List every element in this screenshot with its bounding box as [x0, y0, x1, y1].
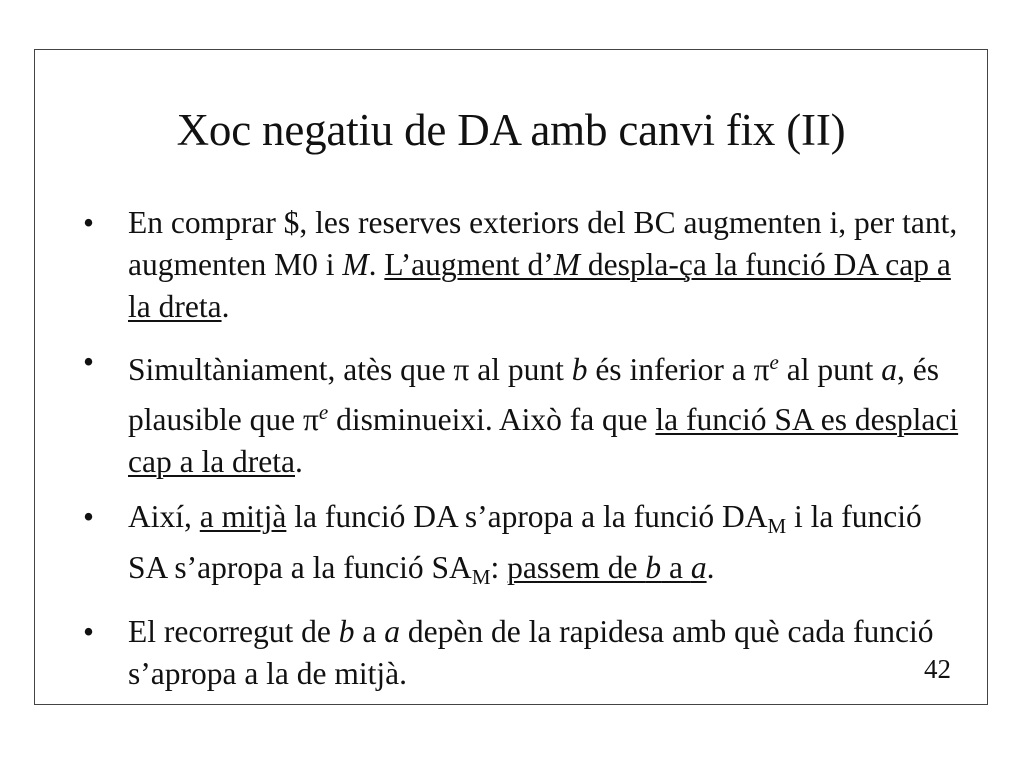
subscript: M — [471, 565, 491, 589]
subscript: M — [767, 514, 787, 538]
text-run-italic: b — [571, 352, 588, 387]
text-run: . — [295, 444, 303, 479]
text-run: depèn de la rapidesa amb què cada funció s’apropa a la de mitjà. — [128, 614, 934, 691]
text-run-italic: a — [690, 550, 707, 585]
text-run: és inferior a π — [587, 352, 770, 387]
slide — [34, 49, 988, 705]
text-run: Així, — [128, 499, 200, 534]
bullet-marker: • — [83, 614, 95, 649]
text-run: passem de — [507, 550, 646, 585]
text-run: la funció DA s’apropa a la funció DA — [286, 499, 768, 534]
text-run: : — [490, 550, 508, 585]
text-run: Simultàniament, atès que π al punt — [128, 352, 572, 387]
slide-title: Xoc negatiu de DA amb canvi fix (II) — [176, 105, 846, 155]
underlined-text: a mitjà — [199, 499, 287, 534]
underlined-text: la funció SA es desplaci cap a la dreta — [128, 402, 959, 479]
text-run-italic: a — [881, 352, 897, 387]
text-run: disminueixi. Això fa que — [328, 402, 656, 437]
bullet-item-3 — [83, 496, 963, 598]
bullet-list — [83, 202, 963, 708]
text-run: L’augment d’ — [384, 247, 554, 282]
text-run-italic: b — [338, 614, 355, 649]
text-run-italic: a — [384, 614, 400, 649]
text-run: i la funció SA s’apropa a la funció SA — [128, 499, 922, 585]
text-run: . — [706, 550, 715, 585]
page-number: 42 — [924, 654, 951, 684]
text-run: despla-ça la funció DA cap a la dreta — [128, 247, 951, 324]
bullet-item-4 — [83, 611, 963, 695]
text-run-italic: M — [342, 247, 369, 282]
text-run: a — [661, 550, 691, 585]
bullet-marker: • — [83, 499, 95, 534]
bullet-item-1 — [83, 202, 963, 328]
superscript: e — [769, 350, 779, 374]
text-run: al punt — [778, 352, 882, 387]
bullet-marker: • — [83, 344, 95, 379]
superscript: e — [318, 400, 329, 424]
text-run-italic: b — [645, 550, 662, 585]
bullet-item-2 — [83, 341, 963, 483]
text-run: a — [354, 614, 385, 649]
bullet-marker: • — [83, 205, 95, 240]
text-run: . — [368, 247, 385, 282]
text-run-italic: M — [553, 247, 581, 282]
text-run: . — [221, 289, 230, 324]
text-run: El recorregut de — [128, 614, 339, 649]
text-run: En comprar $, les reserves exteriors del BC augmenten i, per tant, augmenten M0 i — [128, 205, 958, 282]
underlined-text — [507, 550, 706, 585]
text-run: , és plausible que π — [128, 352, 939, 437]
